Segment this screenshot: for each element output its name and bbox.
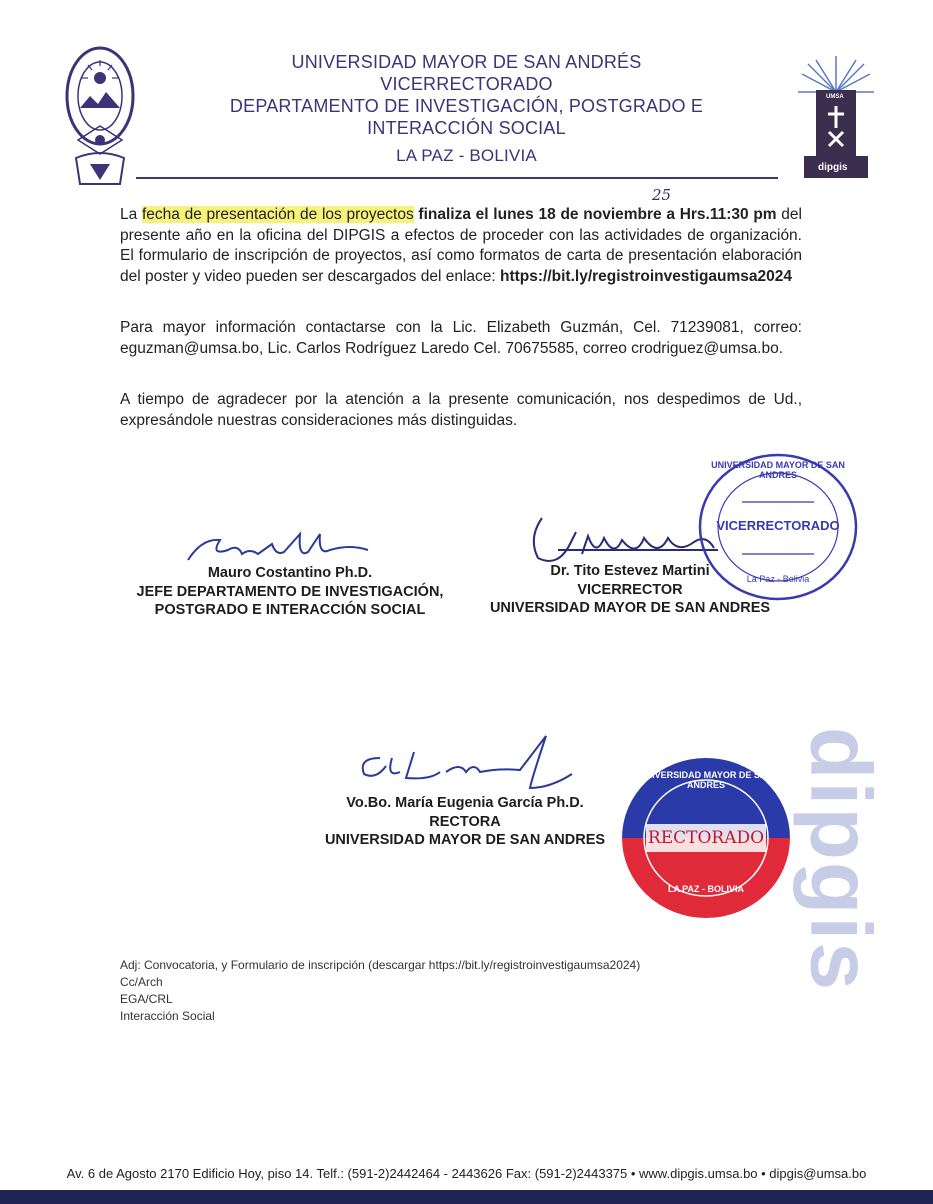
dipgis-logo-text: dipgis: [818, 162, 848, 173]
para1-highlight: fecha de presentación de los proyectos: [141, 206, 414, 223]
vicerrectorado-stamp-center: VICERRECTORADO: [716, 518, 840, 533]
dipgis-logo-small-text: UMSA: [826, 94, 844, 100]
header-department: DEPARTAMENTO DE INVESTIGACIÓN, POSTGRADO E: [229, 96, 704, 116]
attachment-notes: [120, 957, 640, 1025]
notes-dept: Interacción Social: [120, 1009, 215, 1023]
left-signatory-title-1: JEFE DEPARTAMENTO DE INVESTIGACIÓN,: [136, 583, 444, 600]
notes-initials: EGA/CRL: [120, 992, 173, 1006]
dipgis-logo: [796, 52, 876, 182]
para1-bold-deadline: finaliza el lunes 18 de noviembre a Hrs.11:30 pm: [413, 206, 777, 223]
notes-attachment: Adj: Convocatoria, y Formulario de inscripción (descargar https://bit.ly/registroinvestigaumsa2024): [120, 958, 641, 972]
left-signatory-title-2: POSTGRADO E INTERACCIÓN SOCIAL: [154, 602, 426, 618]
vicerrectorado-stamp-bottom: La Paz - Bolivia: [746, 574, 810, 584]
header-city: LA PAZ - BOLIVIA: [396, 146, 537, 165]
rectorado-stamp-bottom: LA PAZ - BOLIVIA: [668, 884, 744, 894]
rectorado-stamp-center: RECTORADO: [647, 828, 765, 848]
handwritten-number: 25: [652, 186, 672, 204]
center-signatory-name: Vo.Bo. María Eugenia García Ph.D.: [346, 795, 584, 811]
header-university: UNIVERSIDAD MAYOR DE SAN ANDRÉS: [291, 52, 642, 72]
paragraph-contact: Para mayor información contactarse con la Lic. Elizabeth Guzmán, Cel. 71239081, correo: eguzman@umsa.bo, Lic. Carlos Rodríguez Laredo Cel. 70675585, correo crodriguez@umsa.bo.: [120, 319, 802, 357]
center-signatory-title-2: UNIVERSIDAD MAYOR DE SAN ANDRES: [324, 832, 606, 848]
left-signatory-block: [120, 564, 460, 620]
right-signatory-title-2: UNIVERSIDAD MAYOR DE SAN ANDRES: [489, 600, 771, 616]
left-signature: [180, 520, 380, 570]
header-divider: [136, 177, 778, 179]
paragraph-deadline: [120, 205, 802, 287]
footer-contact: Av. 6 de Agosto 2170 Edificio Hoy, piso 14. Telf.: (591-2)2442464 - 2443626 Fax: (591-2)2443375 • www.dipgis.umsa.bo • dipgis@umsa.bo: [66, 1166, 867, 1181]
dipgis-watermark: [770, 700, 920, 1000]
registration-link[interactable]: https://bit.ly/registroinvestigaumsa2024: [500, 267, 793, 285]
right-signatory-block: [470, 562, 790, 618]
paragraph-closing: A tiempo de agradecer por la atención a la presente comunicación, nos despedimos de Ud., expresándole nuestras consideraciones más distinguidas.: [120, 391, 802, 429]
left-signatory-name: Mauro Costantino Ph.D.: [207, 565, 373, 581]
right-signatory-name: Dr. Tito Estevez Martini: [550, 563, 710, 579]
footer-bar: [0, 1190, 933, 1204]
rectorado-stamp-ring-text: UNIVERSIDAD MAYOR DE SAN ANDRES: [639, 770, 773, 790]
vicerrectorado-stamp-ring-text: UNIVERSIDAD MAYOR DE SAN ANDRES: [711, 460, 845, 480]
right-signatory-title-1: VICERRECTOR: [577, 581, 683, 598]
center-signatory-block: [310, 794, 620, 850]
para1-text-2: del presente año en la oficina del DIPGIS a efectos de proceder con las actividades de organización. El formulario de inscripción de proyectos, así como formatos de carta de presentación elaboración del poster y video pueden ser descargados del enlace:: [120, 206, 802, 285]
notes-cc: Cc/Arch: [120, 975, 163, 989]
rectorado-stamp: [620, 756, 792, 920]
header-vicerrectorado: VICERRECTORADO: [380, 74, 553, 94]
center-signatory-title-1: RECTORA: [429, 813, 501, 830]
para1-text-1: La: [120, 206, 142, 223]
header-department-cont: INTERACCIÓN SOCIAL: [367, 118, 566, 138]
dipgis-watermark-text: dipgis: [792, 726, 889, 993]
